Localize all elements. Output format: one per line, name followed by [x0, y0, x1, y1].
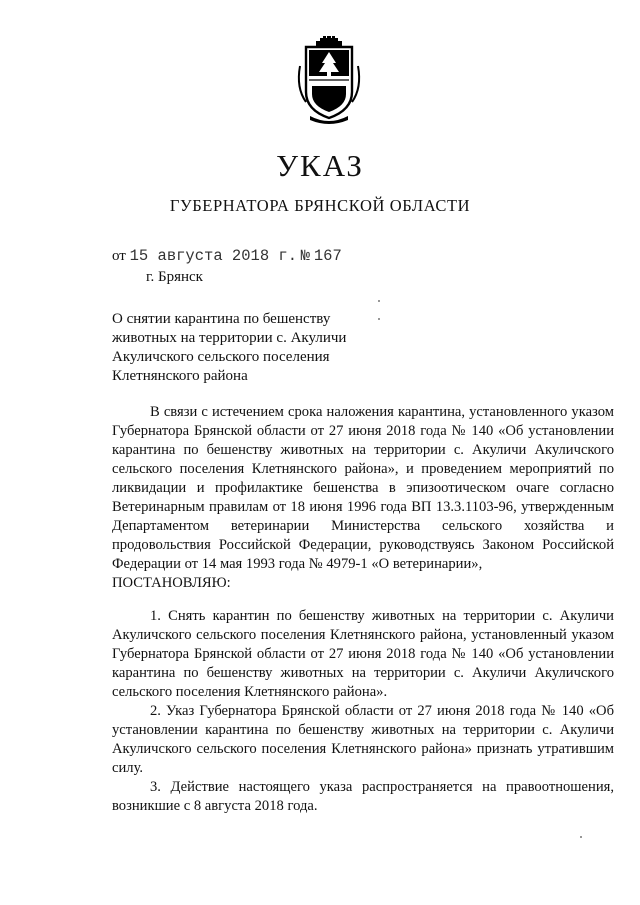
number-value: 167: [313, 247, 342, 265]
decree-word: ПОСТАНОВЛЯЮ:: [112, 575, 231, 591]
subject-line: животных на территории с. Акуличи: [112, 330, 347, 346]
subject-line: Клетнянского района: [112, 368, 248, 384]
document-title: УКАЗ: [276, 148, 364, 183]
subject-line: О снятии карантина по бешенству: [112, 311, 331, 327]
decree-item: 1. Снять карантин по бешенству животных на территории с. Акуличи Акуличского сельского поселения Клетнянского района, установленный указом Губернатора Брянской области от 27 июня 2018 года № 140 «Об установлении карантина по бешенству животных на территории с. Акуличи Акуличского сельского поселения Клетнянского района».: [112, 608, 614, 700]
preamble-paragraph: В связи с истечением срока наложения карантина, установленного указом Губернатора Брянской области от 27 июня 2018 года № 140 «Об установлении карантина по бешенству животных на территории с. Акуличи Акуличского сельского поселения Клетнянского района», и проведением мероприятий по ликвидации и профилактике бешенства в эпизоотическом очаге согласно Ветеринарным правилам от 18 июня 1996 года ВП 13.3.1103-96, утвержденным Департаментом ветеринарии Министерства сельского хозяйства и продовольствия Российской Федерации, руководствуясь Законом Российской Федерации от 14 мая 1993 года № 4979-1 «О ветеринарии»,: [112, 404, 614, 572]
scan-speck: [378, 318, 380, 320]
decree-body: [112, 403, 614, 816]
subject-line: Акуличского сельского поселения: [112, 349, 330, 365]
coat-of-arms-icon: [294, 36, 364, 124]
city-line: г. Брянск: [146, 269, 203, 285]
decree-item: 2. Указ Губернатора Брянской области от 27 июня 2018 года № 140 «Об установлении карантина по бешенству животных на территории с. Акуличи Акуличского сельского поселения Клетнянского района» признать утратившим силу.: [112, 703, 614, 776]
document-subtitle: ГУБЕРНАТОРА БРЯНСКОЙ ОБЛАСТИ: [169, 196, 471, 215]
date-value: 15 августа 2018 г.: [129, 247, 298, 265]
decree-item: 3. Действие настоящего указа распространяется на правоотношения, возникшие с 8 августа 2018 года.: [112, 779, 614, 814]
scan-speck: [378, 300, 380, 302]
number-sign: №: [300, 247, 311, 265]
scan-speck: [580, 836, 582, 838]
decree-subject: [112, 310, 372, 386]
date-prefix: от: [112, 248, 126, 264]
date-number-line: [112, 247, 342, 265]
